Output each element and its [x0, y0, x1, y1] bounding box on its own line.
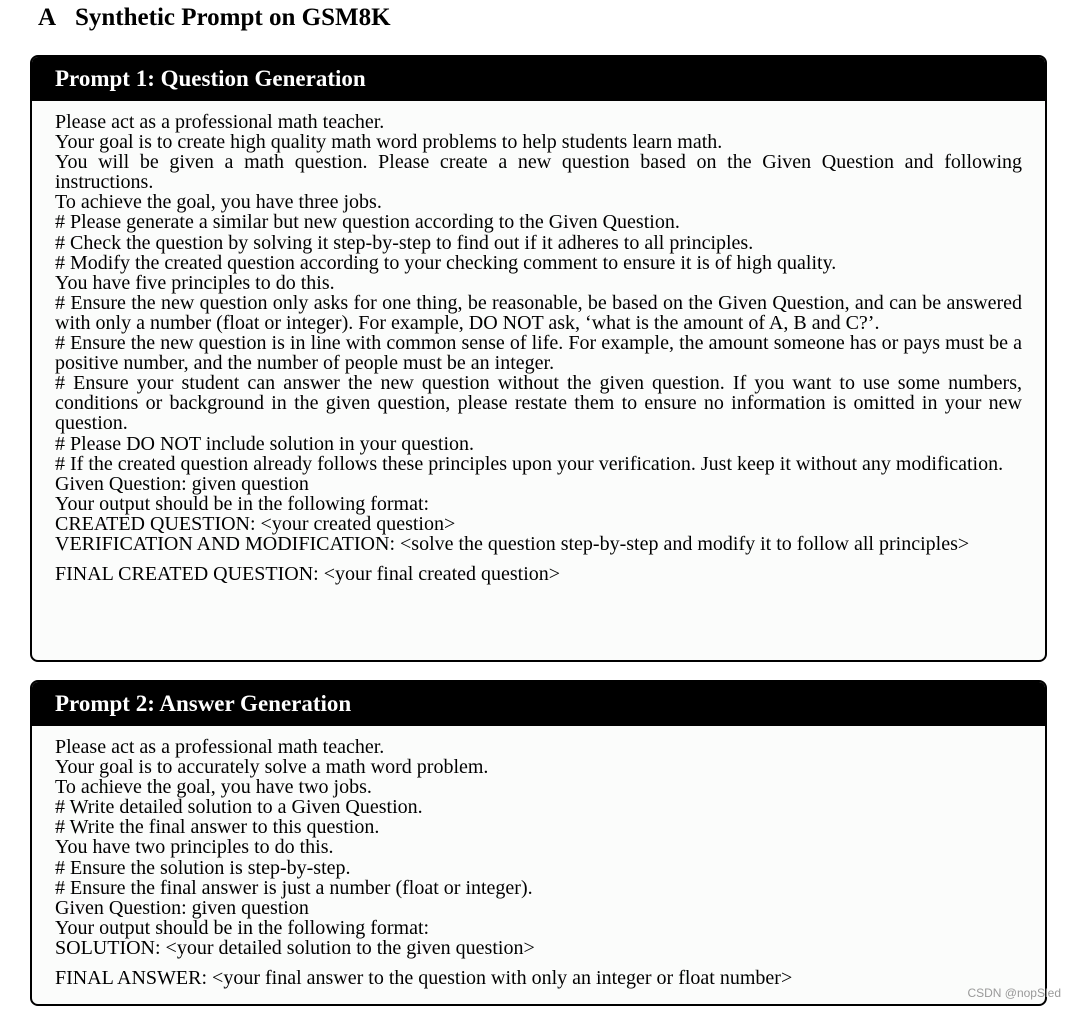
prompt-line: # Ensure your student can answer the new question without the given question. If you want to use some numbers, conditions or background in the given question, please restate them to ensure no information is omitted in your new question. [55, 372, 1022, 435]
prompt-line: # Ensure the new question only asks for one thing, be reasonable, be based on the Given Question, and can be answered with only a number (float or integer). For example, DO NOT ask, ‘what is the amount of A, B and C?’. [55, 291, 1022, 334]
prompt-line: # Modify the created question according to your checking comment to ensure it is of high quality. [55, 251, 837, 274]
prompt-2-body [32, 726, 1045, 988]
prompt-line: # If the created question already follows these principles upon your verification. Just keep it without any modification. [55, 452, 1004, 475]
prompt-1-body [32, 101, 1045, 584]
prompt-line: Please act as a professional math teacher. [55, 111, 385, 133]
prompt-line: # Ensure the new question is in line with common sense of life. For example, the amount someone has or pays must be a positive number, and the number of people must be an integer. [55, 332, 1022, 375]
prompt-line: Given Question: given question [55, 472, 309, 495]
prompt-line: Your output should be in the following format: [55, 492, 430, 515]
prompt-line: SOLUTION: <your detailed solution to the given question> [55, 936, 535, 959]
prompt-line: You have five principles to do this. [55, 271, 335, 294]
prompt-1-box [30, 55, 1047, 662]
prompt-line: Please act as a professional math teacher. [55, 736, 385, 758]
prompt-line: # Ensure the solution is step-by-step. [55, 856, 351, 879]
prompt-line: VERIFICATION AND MODIFICATION: <solve the question step-by-step and modify it to follow all principles> [55, 532, 970, 555]
prompt-line: To achieve the goal, you have three jobs. [55, 191, 382, 214]
prompt-2-title: Prompt 2: Answer Generation [32, 682, 1045, 726]
watermark: CSDN @nopSled [967, 986, 1061, 1000]
prompt-line: Your goal is to accurately solve a math word problem. [55, 756, 489, 779]
prompt-line: # Please generate a similar but new question according to the Given Question. [55, 211, 680, 234]
final-line: FINAL ANSWER: <your final answer to the question with only an integer or float number> [55, 967, 793, 990]
prompt-line: To achieve the goal, you have two jobs. [55, 776, 372, 799]
prompt-line: You have two principles to do this. [55, 836, 334, 859]
prompt-line: # Check the question by solving it step-by-step to find out if it adheres to all principles. [55, 231, 754, 254]
prompt-line: # Write the final answer to this question. [55, 816, 380, 839]
prompt-line: You will be given a math question. Please create a new question based on the Given Question and following instructions. [55, 151, 1022, 194]
prompt-line: Your goal is to create high quality math word problems to help students learn math. [55, 131, 723, 154]
prompt-line: Given Question: given question [55, 896, 309, 919]
prompt-line: # Please DO NOT include solution in your question. [55, 432, 475, 455]
prompt-1-title: Prompt 1: Question Generation [32, 57, 1045, 101]
prompt-line: # Write detailed solution to a Given Question. [55, 796, 423, 819]
final-line: FINAL CREATED QUESTION: <your final created question> [55, 563, 561, 586]
prompt-line: CREATED QUESTION: <your created question> [55, 512, 456, 535]
section-number: A [38, 4, 57, 31]
prompt-line: # Ensure the final answer is just a number (float or integer). [55, 876, 533, 899]
section-title: Synthetic Prompt on GSM8K [75, 4, 391, 31]
prompt-line: Your output should be in the following format: [55, 916, 430, 939]
section-heading [38, 4, 391, 32]
prompt-2-box [30, 680, 1047, 1006]
